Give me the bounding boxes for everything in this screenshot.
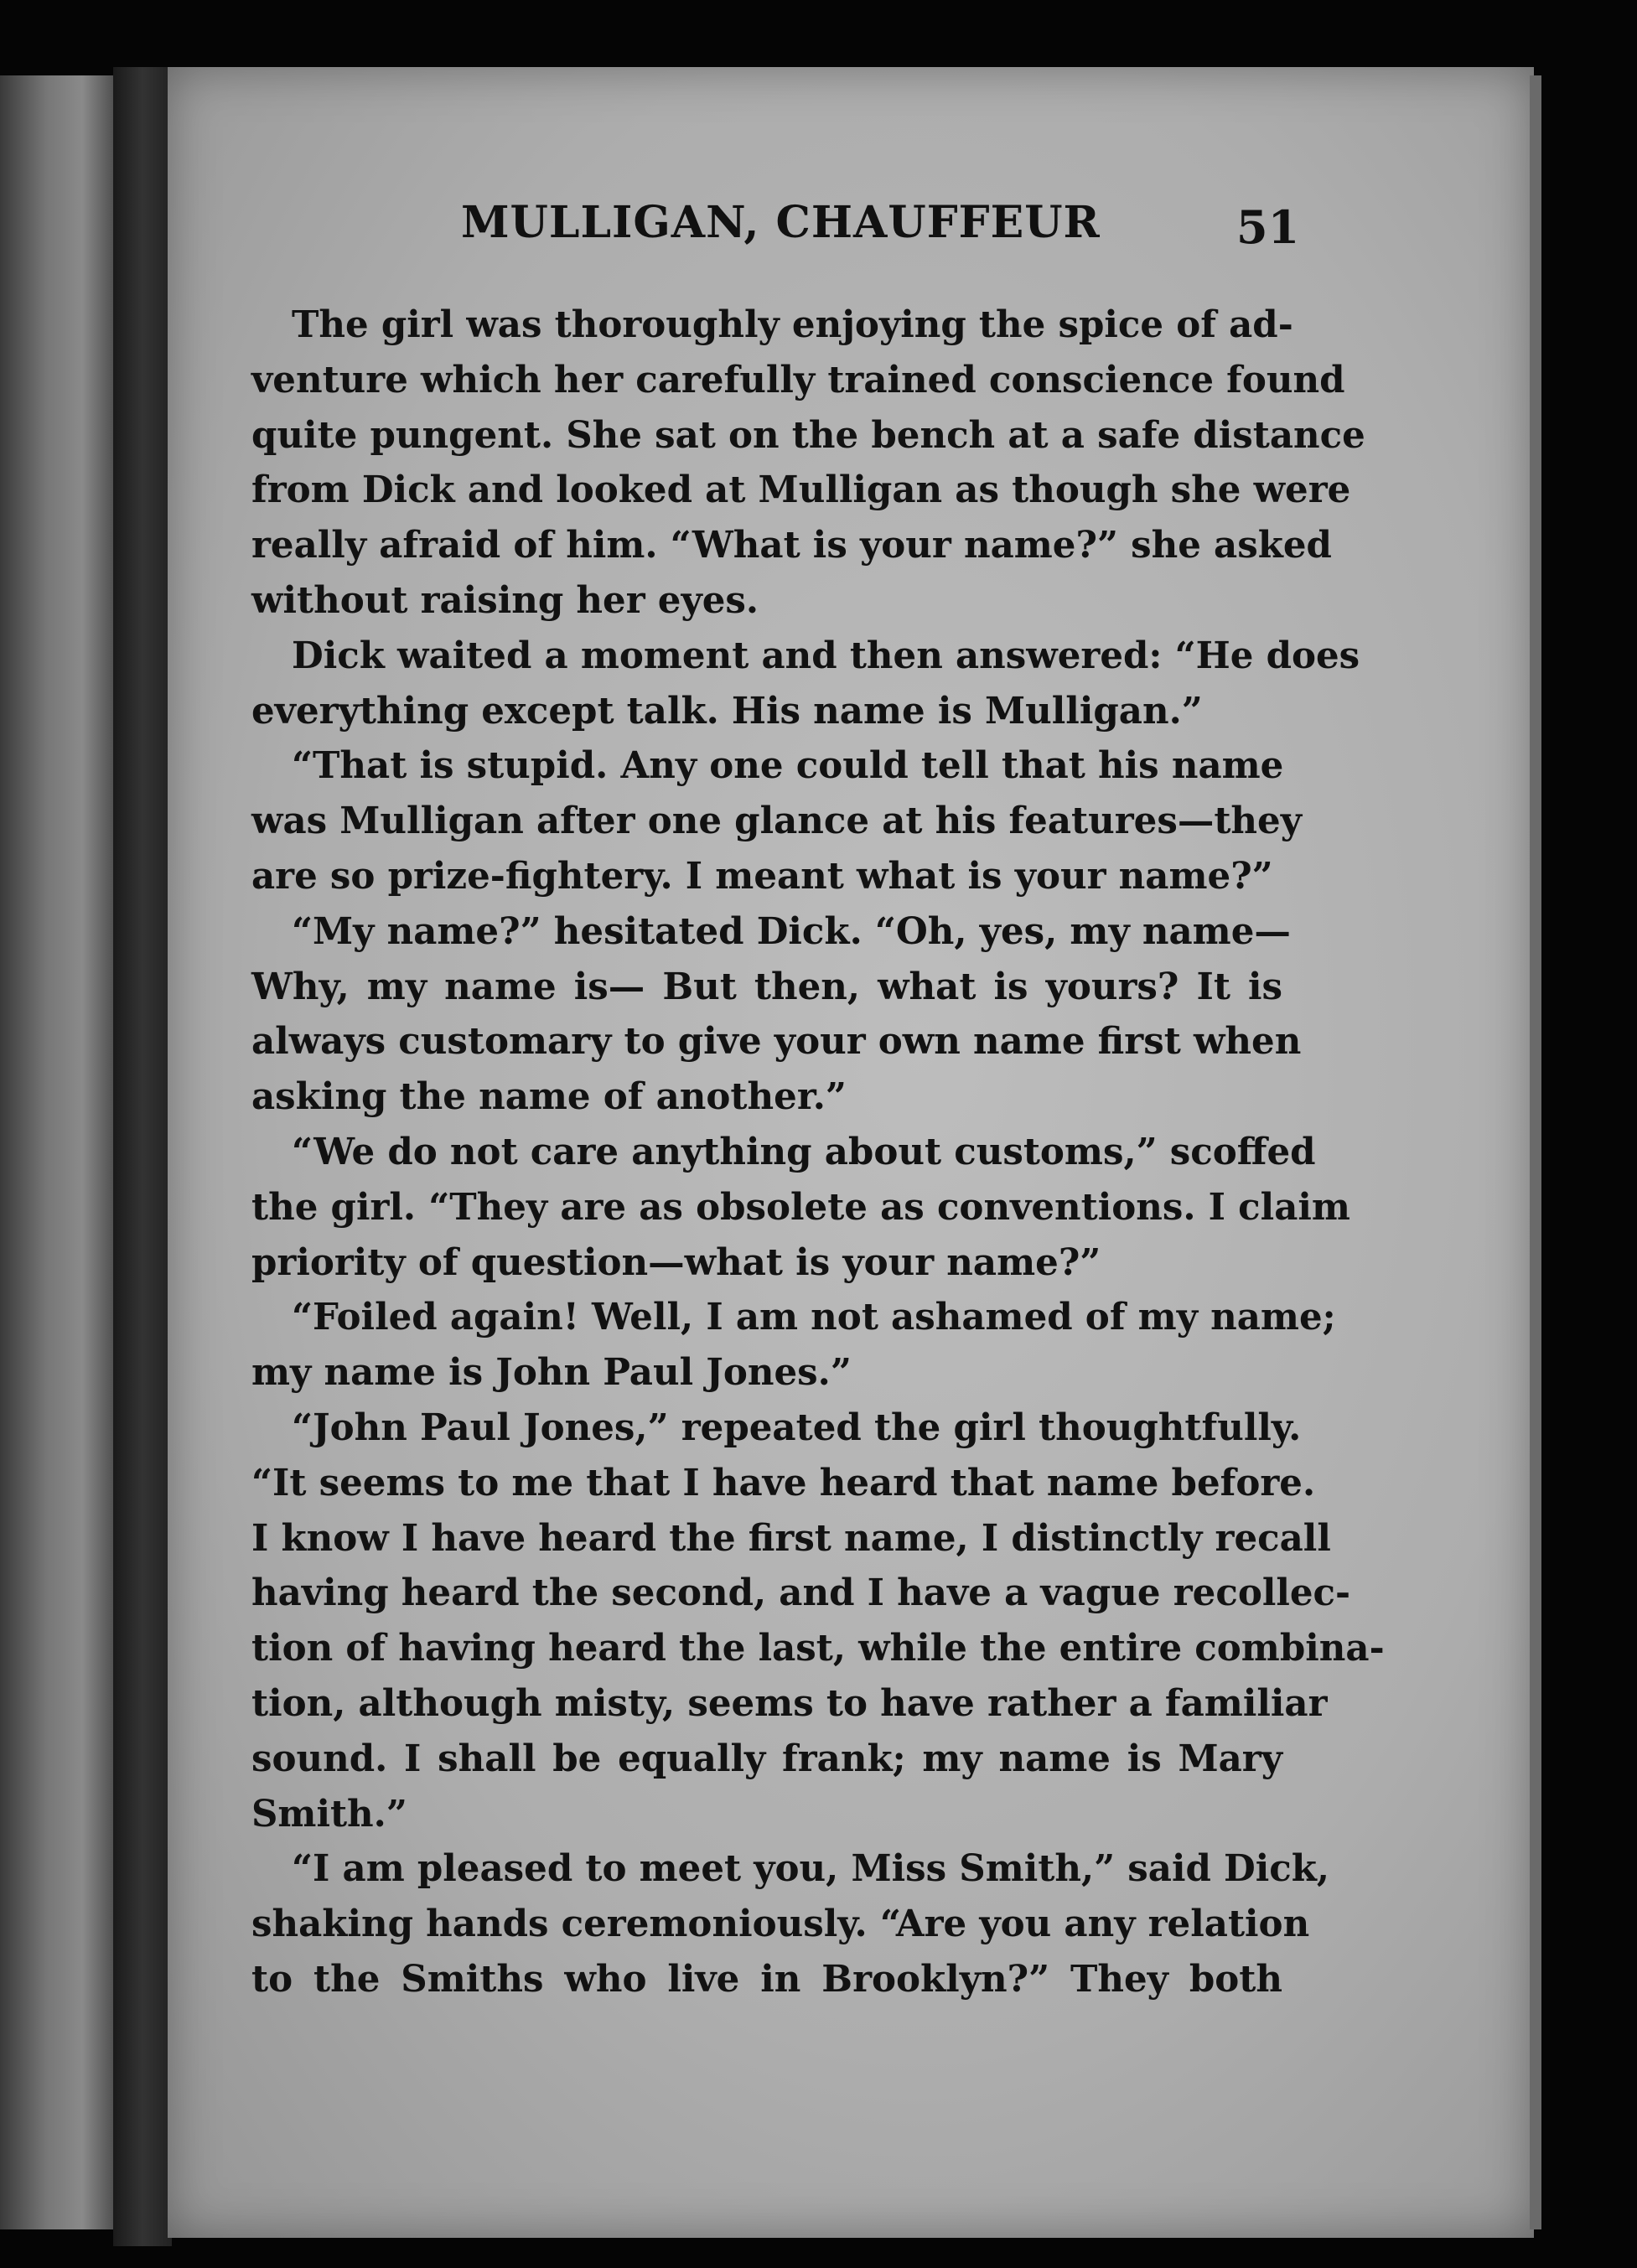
text-line: Dick waited a moment and then answered: “He does — [292, 634, 1360, 677]
text-line: to the Smiths who live in Brooklyn?” They both — [251, 1957, 1282, 2001]
text-line: “We do not care anything about customs,” scoffed — [292, 1130, 1316, 1173]
text-line: “My name?” hesitated Dick. “Oh, yes, my name— — [292, 909, 1291, 953]
text-line: quite pungent. She sat on the bench at a safe distance — [251, 413, 1365, 457]
running-head: MULLIGAN, CHAUFFEUR — [461, 197, 1101, 248]
book-binding — [113, 67, 172, 2246]
text-line: from Dick and looked at Mulligan as though she were — [251, 469, 1351, 512]
text-line: “That is stupid. Any one could tell that his name — [292, 744, 1284, 788]
text-line: Smith.” — [251, 1792, 407, 1836]
text-line: my name is John Paul Jones.” — [251, 1351, 852, 1395]
text-line: Why, my name is— But then, what is yours? It is — [251, 965, 1282, 1008]
text-line: was Mulligan after one glance at his features—they — [251, 800, 1303, 843]
body-text — [251, 298, 1385, 2007]
text-line: always customary to give your own name first when — [251, 1020, 1302, 1064]
text-line: The girl was thoroughly enjoying the spice of ad- — [292, 303, 1293, 346]
text-line: tion, although misty, seems to have rather a familiar — [251, 1681, 1328, 1725]
text-line: venture which her carefully trained conscience found — [251, 358, 1345, 401]
text-line: sound. I shall be equally frank; my name is Mary — [251, 1737, 1282, 1780]
facing-page-edge — [0, 75, 117, 2229]
text-line: really afraid of him. “What is your name?” she asked — [251, 524, 1332, 567]
text-line: are so prize-fightery. I meant what is your name?” — [251, 854, 1273, 898]
text-line: I know I have heard the first name, I distinctly recall — [251, 1516, 1331, 1560]
text-line: “It seems to me that I have heard that name before. — [251, 1461, 1316, 1504]
text-line: tion of having heard the last, while the entire combina- — [251, 1627, 1385, 1670]
text-line: shaking hands ceremoniously. “Are you any relation — [251, 1903, 1310, 1946]
text-line: asking the name of another.” — [251, 1075, 847, 1119]
text-line: without raising her eyes. — [251, 578, 759, 622]
text-line: “I am pleased to meet you, Miss Smith,” said Dick, — [292, 1847, 1330, 1891]
text-line: having heard the second, and I have a vague recollec- — [251, 1572, 1351, 1615]
page-right-edge — [1530, 75, 1541, 2229]
page-number: 51 — [1236, 200, 1300, 254]
text-line: “John Paul Jones,” repeated the girl thoughtfully. — [292, 1406, 1302, 1449]
text-line: priority of question—what is your name?” — [251, 1240, 1101, 1284]
text-line: “Foiled again! Well, I am not ashamed of my name; — [292, 1296, 1336, 1339]
text-line: everything except talk. His name is Mulligan.” — [251, 689, 1203, 733]
text-line: the girl. “They are as obsolete as conventions. I claim — [251, 1185, 1350, 1229]
